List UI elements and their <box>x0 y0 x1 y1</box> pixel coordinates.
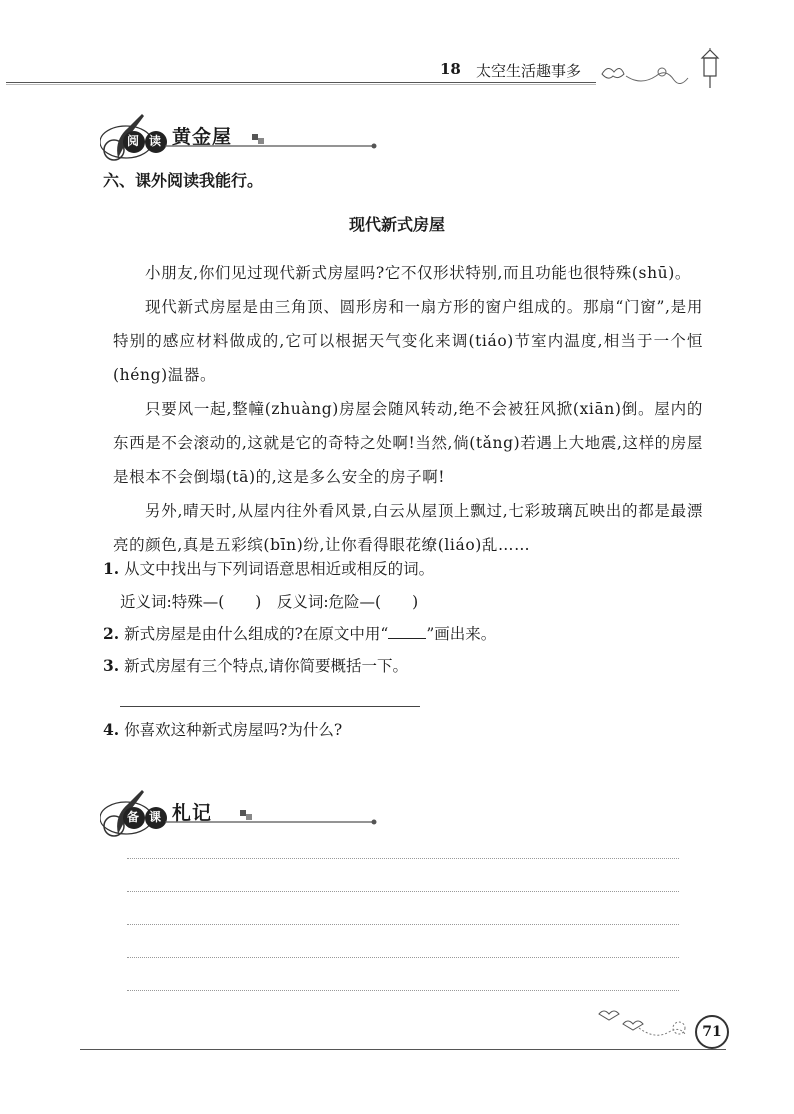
essay-paragraph-3: 只要风一起,整幢(zhuàng)房屋会随风转动,绝不会被狂风掀(xiān)倒。屋内的东西是不会滚动的,这就是它的奇特之处啊!当然,倘(tǎng)若遇上大地震,这样的房屋是根本不会倒塌(tā)的,这是多么安全的房子啊! <box>113 400 703 486</box>
banner-label: 黄金屋 <box>172 126 233 148</box>
page-number: 71 <box>695 1015 729 1049</box>
essay-title: 现代新式房屋 <box>348 215 445 234</box>
essay-paragraph-2: 现代新式房屋是由三角顶、圆形房和一扇方形的窗户组成的。那扇“门窗”,是用特别的感应材料做成的,它可以根据天气变化来调(tiáo)节室内温度,相当于一个恒(héng)温器。 <box>113 298 703 384</box>
essay-paragraph-4: 另外,晴天时,从屋内往外看风景,白云从屋顶上飘过,七彩玻璃瓦映出的都是最漂亮的颜色,真是五彩缤(bīn)纷,让你看得眼花缭(liáo)乱…… <box>113 502 703 554</box>
question-3-answer-line[interactable] <box>120 706 420 707</box>
question-4-text: 你喜欢这种新式房屋吗?为什么? <box>124 721 343 739</box>
butterfly-lamp-decoration-icon <box>592 44 732 94</box>
question-3-text: 新式房屋有三个特点,请你简要概括一下。 <box>124 657 409 675</box>
badge-char-1: 阅 <box>127 134 140 148</box>
question-3 <box>103 654 408 676</box>
question-1-number: 1. <box>103 559 120 578</box>
badge-char-1: 备 <box>127 810 140 824</box>
brush-icon <box>100 112 390 164</box>
question-1-sub[interactable]: 近义词:特殊—( ) 反义词:危险—( ) <box>120 593 419 611</box>
note-line[interactable] <box>127 990 679 991</box>
note-line[interactable] <box>127 858 679 859</box>
footer-rule <box>80 1049 726 1050</box>
reading-section-banner <box>100 112 390 164</box>
note-line[interactable] <box>127 891 679 892</box>
question-4-number: 4. <box>103 720 120 739</box>
question-2-text-b: ”画出来。 <box>426 625 497 643</box>
question-1-text: 从文中找出与下列词语意思相近或相反的词。 <box>124 560 435 578</box>
badge-char-2: 读 <box>149 134 162 148</box>
banner-label: 札记 <box>172 802 213 824</box>
question-2 <box>103 622 496 644</box>
essay-paragraph-1: 小朋友,你们见过现代新式房屋吗?它不仅形状特别,而且功能也很特殊(shū)。 <box>145 264 691 282</box>
essay-body <box>113 256 703 562</box>
question-1 <box>103 557 434 579</box>
brush-icon <box>100 788 390 840</box>
header-rule <box>6 82 596 83</box>
section-heading: 六、课外阅读我能行。 <box>103 171 264 190</box>
birds-decoration-icon <box>595 1004 695 1040</box>
lesson-title: 太空生活趣事多 <box>476 62 582 80</box>
header-rule-secondary <box>6 84 596 85</box>
note-line[interactable] <box>127 924 679 925</box>
underline-sample <box>388 624 426 639</box>
question-2-text-a: 新式房屋是由什么组成的?在原文中用“ <box>124 625 389 643</box>
notes-section-banner <box>100 788 390 840</box>
question-4 <box>103 718 342 740</box>
question-3-number: 3. <box>103 656 120 675</box>
lesson-number: 18 <box>440 60 461 78</box>
badge-char-2: 课 <box>149 810 162 824</box>
question-2-number: 2. <box>103 624 120 643</box>
note-line[interactable] <box>127 957 679 958</box>
